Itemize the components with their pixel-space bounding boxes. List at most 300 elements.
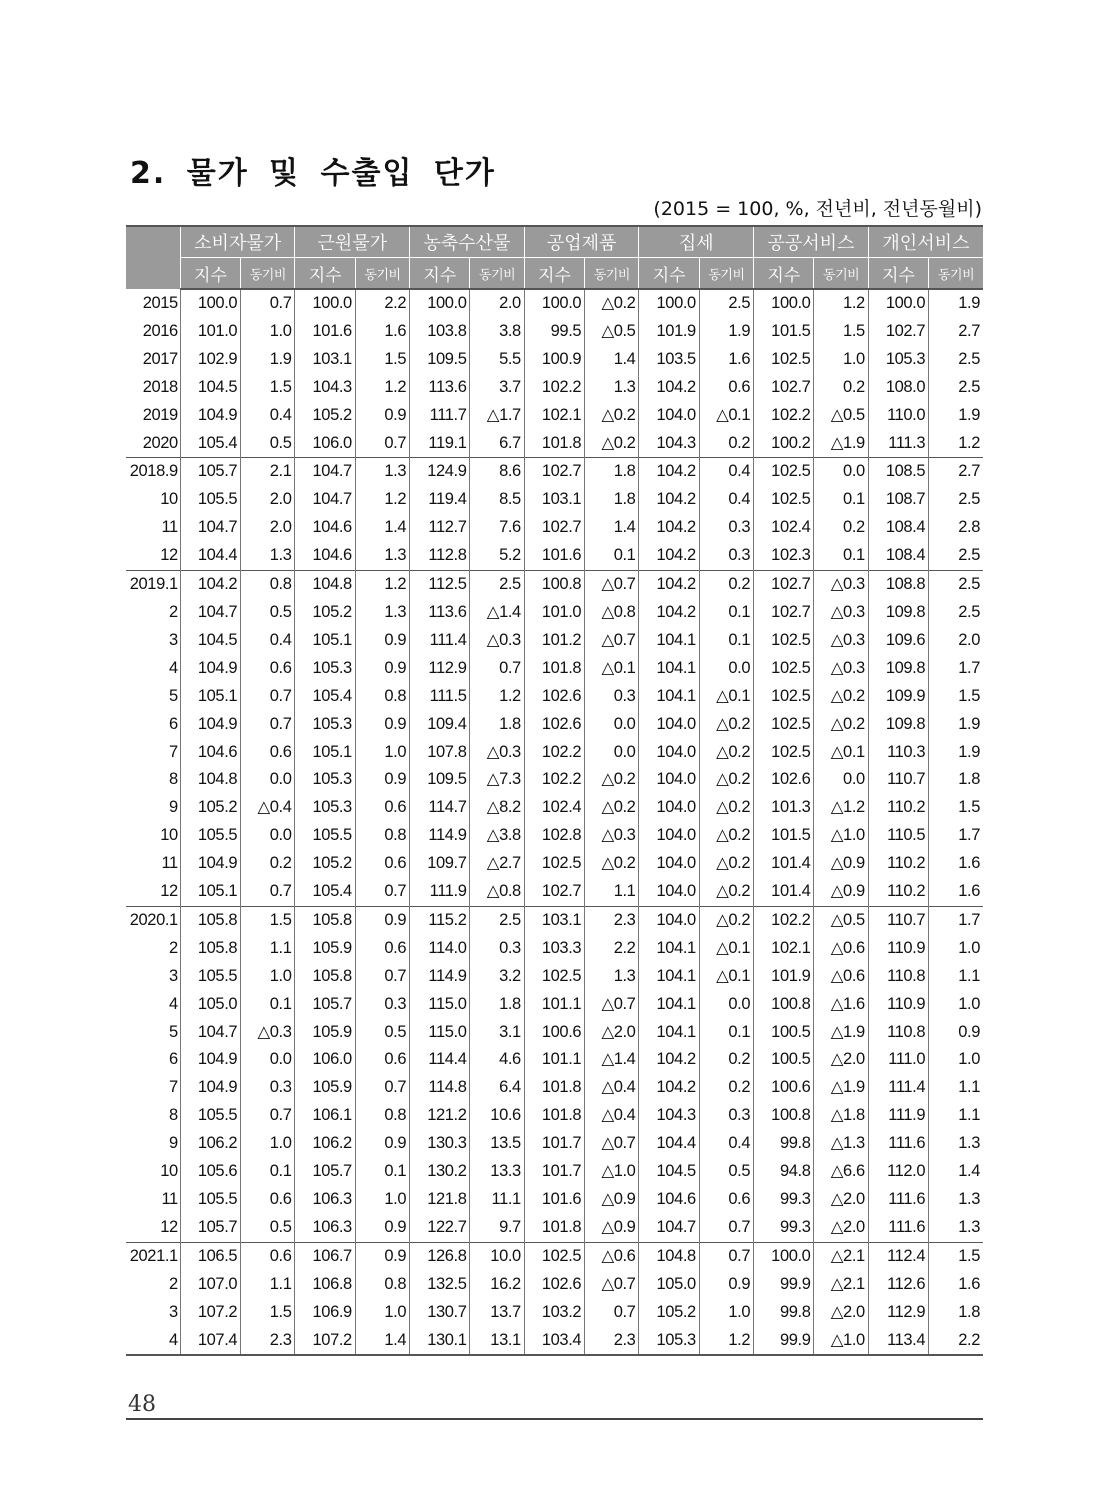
index-cell: 105.2	[180, 794, 240, 822]
yoy-cell: △1.8	[814, 1102, 868, 1130]
yoy-cell: 5.2	[470, 542, 524, 570]
row-date: 3	[169, 1302, 178, 1321]
index-cell: 102.7	[524, 514, 584, 542]
index-cell: 104.5	[180, 374, 240, 402]
index-header: 지수	[754, 258, 814, 290]
index-cell: 104.7	[295, 458, 355, 486]
index-cell: 101.1	[524, 991, 584, 1019]
index-cell: 108.8	[868, 571, 928, 599]
yoy-header: 동기비	[699, 258, 753, 290]
index-cell: 100.0	[868, 289, 928, 318]
yoy-cell: 0.4	[699, 486, 753, 514]
yoy-cell: △0.3	[814, 655, 868, 683]
table-row	[126, 991, 983, 1019]
yoy-cell: 0.0	[241, 1046, 295, 1074]
index-cell: 105.1	[295, 627, 355, 655]
index-cell: 104.9	[180, 1074, 240, 1102]
yoy-cell: △0.5	[585, 318, 639, 346]
index-cell: 105.7	[180, 458, 240, 486]
yoy-cell: 1.8	[929, 1299, 983, 1327]
yoy-cell: 0.9	[355, 906, 409, 934]
yoy-cell: 0.8	[355, 1102, 409, 1130]
index-cell: 104.0	[639, 822, 699, 850]
yoy-cell: △1.9	[814, 1074, 868, 1102]
yoy-cell: △1.9	[814, 1019, 868, 1047]
yoy-cell: △0.3	[470, 739, 524, 767]
yoy-cell: 0.3	[699, 542, 753, 570]
yoy-cell: △1.9	[814, 430, 868, 458]
index-cell: 104.7	[295, 486, 355, 514]
table-row	[126, 1299, 983, 1327]
index-cell: 110.0	[868, 402, 928, 430]
index-cell: 121.8	[410, 1186, 470, 1214]
table-row	[126, 571, 983, 599]
yoy-cell: △0.2	[585, 766, 639, 794]
yoy-cell: 1.3	[929, 1130, 983, 1158]
index-cell: 105.8	[295, 963, 355, 991]
index-cell: 106.9	[295, 1299, 355, 1327]
index-cell: 105.4	[295, 878, 355, 906]
index-cell: 107.8	[410, 739, 470, 767]
yoy-cell: 1.3	[585, 963, 639, 991]
index-cell: 110.8	[868, 1019, 928, 1047]
index-cell: 100.0	[639, 289, 699, 318]
index-cell: 104.1	[639, 991, 699, 1019]
index-cell: 104.6	[295, 542, 355, 570]
yoy-cell: 0.2	[241, 850, 295, 878]
index-cell: 105.4	[180, 430, 240, 458]
yoy-cell: 0.9	[355, 627, 409, 655]
yoy-cell: 0.0	[699, 655, 753, 683]
row-date: 12	[160, 1217, 178, 1236]
index-cell: 101.2	[524, 627, 584, 655]
index-cell: 102.5	[754, 655, 814, 683]
index-cell: 115.2	[410, 906, 470, 934]
index-cell: 101.8	[524, 430, 584, 458]
table-row	[126, 1327, 983, 1356]
yoy-cell: △0.7	[585, 991, 639, 1019]
yoy-cell: 0.7	[241, 878, 295, 906]
yoy-cell: 0.8	[355, 1271, 409, 1299]
index-cell: 100.0	[180, 289, 240, 318]
table-row	[126, 514, 983, 542]
index-cell: 119.1	[410, 430, 470, 458]
index-cell: 109.9	[868, 683, 928, 711]
yoy-cell: △0.3	[814, 599, 868, 627]
yoy-cell: 1.0	[241, 963, 295, 991]
index-cell: 102.8	[524, 822, 584, 850]
group-header: 공공서비스	[754, 226, 869, 258]
index-cell: 122.7	[410, 1214, 470, 1242]
index-cell: 99.9	[754, 1327, 814, 1356]
yoy-cell: 1.5	[241, 906, 295, 934]
yoy-cell: 0.7	[241, 683, 295, 711]
index-cell: 104.4	[639, 1130, 699, 1158]
index-cell: 103.2	[524, 1299, 584, 1327]
yoy-cell: 0.9	[699, 1271, 753, 1299]
page-footer-rule	[126, 1418, 983, 1420]
yoy-cell: 0.7	[699, 1242, 753, 1270]
index-cell: 111.7	[410, 402, 470, 430]
index-cell: 111.9	[410, 878, 470, 906]
yoy-cell: △0.1	[585, 655, 639, 683]
index-cell: 111.4	[868, 1074, 928, 1102]
unit-note: (2015 = 100, %, 전년비, 전년동월비)	[653, 198, 982, 220]
index-cell: 130.3	[410, 1130, 470, 1158]
index-cell: 104.9	[180, 711, 240, 739]
index-cell: 105.7	[180, 1214, 240, 1242]
index-cell: 101.9	[754, 963, 814, 991]
yoy-cell: 0.3	[241, 1074, 295, 1102]
yoy-cell: 2.0	[929, 627, 983, 655]
yoy-cell: △0.3	[241, 1019, 295, 1047]
yoy-cell: 1.9	[929, 739, 983, 767]
index-cell: 100.0	[754, 289, 814, 318]
index-cell: 110.3	[868, 739, 928, 767]
index-cell: 103.1	[524, 486, 584, 514]
index-cell: 114.0	[410, 935, 470, 963]
row-date: 2020	[142, 433, 178, 452]
yoy-cell: 3.8	[470, 318, 524, 346]
index-cell: 113.6	[410, 599, 470, 627]
row-date: 11	[161, 854, 178, 873]
yoy-cell: 0.6	[355, 935, 409, 963]
row-date: 4	[126, 1327, 180, 1356]
index-cell: 112.4	[868, 1242, 928, 1270]
yoy-cell: 7.6	[470, 514, 524, 542]
yoy-cell: 0.1	[814, 542, 868, 570]
row-date: 6	[169, 714, 178, 733]
table-row	[126, 655, 983, 683]
index-cell: 99.9	[754, 1271, 814, 1299]
index-cell: 111.6	[868, 1130, 928, 1158]
yoy-cell: 9.7	[470, 1214, 524, 1242]
yoy-cell: 1.1	[929, 963, 983, 991]
yoy-cell: 1.8	[585, 486, 639, 514]
table-body	[126, 289, 983, 1355]
yoy-cell: 0.2	[699, 1046, 753, 1074]
yoy-cell: 1.6	[355, 318, 409, 346]
table-row	[126, 346, 983, 374]
yoy-cell: 0.1	[241, 1158, 295, 1186]
yoy-cell: 0.2	[699, 571, 753, 599]
index-cell: 111.6	[868, 1214, 928, 1242]
index-cell: 104.3	[639, 430, 699, 458]
yoy-cell: 0.9	[355, 711, 409, 739]
yoy-cell: 0.6	[699, 374, 753, 402]
yoy-cell: 1.3	[355, 542, 409, 570]
index-cell: 105.3	[868, 346, 928, 374]
index-cell: 100.0	[754, 1242, 814, 1270]
row-date: 12	[160, 546, 178, 565]
yoy-cell: △0.3	[585, 822, 639, 850]
yoy-cell: △1.2	[814, 794, 868, 822]
index-cell: 115.0	[410, 991, 470, 1019]
yoy-cell: 1.8	[470, 711, 524, 739]
index-cell: 124.9	[410, 458, 470, 486]
index-cell: 110.9	[868, 991, 928, 1019]
yoy-cell: 0.7	[355, 878, 409, 906]
index-cell: 130.2	[410, 1158, 470, 1186]
yoy-cell: 2.5	[929, 374, 983, 402]
row-date: 2016	[142, 321, 178, 340]
yoy-cell: 2.5	[929, 571, 983, 599]
index-cell: 105.3	[295, 794, 355, 822]
index-cell: 100.0	[295, 289, 355, 318]
row-date: 3	[169, 966, 178, 985]
index-cell: 102.7	[524, 458, 584, 486]
index-cell: 113.4	[868, 1327, 928, 1356]
table-row	[126, 542, 983, 570]
index-cell: 102.5	[524, 963, 584, 991]
index-cell: 110.2	[868, 850, 928, 878]
yoy-cell: 0.0	[699, 991, 753, 1019]
index-cell: 104.2	[639, 1046, 699, 1074]
yoy-cell: 1.0	[929, 991, 983, 1019]
table-row	[126, 1271, 983, 1299]
index-cell: 104.9	[180, 850, 240, 878]
table-row	[126, 1130, 983, 1158]
index-cell: 100.0	[410, 289, 470, 318]
yoy-cell: △0.6	[814, 935, 868, 963]
yoy-cell: 0.1	[699, 599, 753, 627]
index-cell: 102.4	[754, 514, 814, 542]
row-date: 12	[160, 882, 178, 901]
yoy-cell: 1.1	[929, 1074, 983, 1102]
index-cell: 108.4	[868, 542, 928, 570]
yoy-cell: 6.7	[470, 430, 524, 458]
index-cell: 105.8	[295, 906, 355, 934]
index-cell: 103.1	[524, 906, 584, 934]
page-title: 2. 물가 및 수출입 단가	[130, 156, 496, 191]
index-cell: 104.0	[639, 402, 699, 430]
table-row	[126, 1214, 983, 1242]
index-cell: 102.1	[524, 402, 584, 430]
yoy-cell: △0.8	[585, 599, 639, 627]
table-row	[126, 486, 983, 514]
yoy-cell: △2.1	[814, 1242, 868, 1270]
index-cell: 109.5	[410, 766, 470, 794]
index-cell: 102.2	[524, 374, 584, 402]
index-cell: 104.0	[639, 739, 699, 767]
row-date: 9	[169, 798, 178, 817]
yoy-cell: 6.4	[470, 1074, 524, 1102]
row-date: 5	[169, 686, 178, 705]
yoy-cell: 0.6	[699, 1186, 753, 1214]
index-cell: 109.6	[868, 627, 928, 655]
group-header: 개인서비스	[868, 226, 983, 258]
index-cell: 100.5	[754, 1046, 814, 1074]
yoy-cell: △0.4	[241, 794, 295, 822]
index-cell: 102.5	[754, 627, 814, 655]
index-cell: 106.0	[295, 430, 355, 458]
index-cell: 104.8	[639, 1242, 699, 1270]
index-cell: 108.7	[868, 486, 928, 514]
index-cell: 105.5	[180, 1102, 240, 1130]
index-cell: 100.8	[754, 991, 814, 1019]
index-cell: 104.9	[180, 1046, 240, 1074]
yoy-cell: 0.8	[241, 571, 295, 599]
yoy-cell: △0.7	[585, 1271, 639, 1299]
index-cell: 104.7	[639, 1214, 699, 1242]
row-date: 7	[169, 742, 178, 761]
row-date: 10	[160, 490, 178, 509]
yoy-cell: 1.9	[929, 289, 983, 318]
index-cell: 99.3	[754, 1186, 814, 1214]
yoy-cell: △0.2	[814, 711, 868, 739]
yoy-cell: 1.7	[929, 822, 983, 850]
table-row	[126, 1019, 983, 1047]
yoy-cell: △0.9	[814, 878, 868, 906]
index-cell: 105.9	[295, 1019, 355, 1047]
index-cell: 112.9	[410, 655, 470, 683]
row-date: 10	[160, 1162, 178, 1181]
index-cell: 102.2	[524, 766, 584, 794]
yoy-cell: △0.9	[585, 1186, 639, 1214]
yoy-cell: 0.0	[585, 739, 639, 767]
yoy-cell: △2.7	[470, 850, 524, 878]
index-cell: 101.7	[524, 1130, 584, 1158]
index-cell: 108.4	[868, 514, 928, 542]
yoy-cell: 0.4	[241, 627, 295, 655]
index-cell: 109.5	[410, 346, 470, 374]
yoy-cell: △0.2	[699, 878, 753, 906]
yoy-cell: 0.2	[814, 514, 868, 542]
index-cell: 100.9	[524, 346, 584, 374]
index-cell: 103.8	[410, 318, 470, 346]
yoy-cell: 13.1	[470, 1327, 524, 1356]
table-row	[126, 1158, 983, 1186]
yoy-cell: 2.1	[241, 458, 295, 486]
table-row	[126, 599, 983, 627]
index-cell: 104.3	[639, 1102, 699, 1130]
index-cell: 109.8	[868, 711, 928, 739]
row-date: 2	[169, 938, 178, 957]
page-number: 48	[128, 1392, 156, 1417]
index-cell: 101.1	[524, 1046, 584, 1074]
yoy-cell: △1.0	[814, 1327, 868, 1356]
yoy-cell: △0.5	[814, 906, 868, 934]
price-index-table	[126, 225, 983, 1356]
index-header: 지수	[295, 258, 355, 290]
index-cell: 108.0	[868, 374, 928, 402]
index-cell: 101.9	[639, 318, 699, 346]
index-cell: 101.6	[524, 1186, 584, 1214]
index-cell: 101.5	[754, 822, 814, 850]
index-cell: 105.6	[180, 1158, 240, 1186]
yoy-cell: △2.0	[814, 1046, 868, 1074]
yoy-cell: 1.6	[929, 1271, 983, 1299]
index-cell: 106.2	[180, 1130, 240, 1158]
index-cell: 104.9	[180, 402, 240, 430]
yoy-cell: 1.0	[241, 318, 295, 346]
index-cell: 102.2	[524, 739, 584, 767]
index-cell: 105.7	[295, 1158, 355, 1186]
yoy-cell: 1.7	[929, 655, 983, 683]
yoy-cell: △0.2	[699, 906, 753, 934]
yoy-cell: 2.5	[699, 289, 753, 318]
yoy-cell: 2.7	[929, 318, 983, 346]
yoy-cell: △0.4	[585, 1102, 639, 1130]
index-cell: 104.2	[639, 571, 699, 599]
index-cell: 102.6	[524, 711, 584, 739]
yoy-cell: 1.5	[929, 1242, 983, 1270]
yoy-cell: 0.4	[241, 402, 295, 430]
index-cell: 100.5	[754, 1019, 814, 1047]
yoy-cell: 11.1	[470, 1186, 524, 1214]
yoy-cell: 0.1	[585, 542, 639, 570]
table-row	[126, 1102, 983, 1130]
index-cell: 110.5	[868, 822, 928, 850]
yoy-cell: △6.6	[814, 1158, 868, 1186]
index-cell: 104.6	[180, 739, 240, 767]
index-cell: 111.3	[868, 430, 928, 458]
index-cell: 102.5	[754, 683, 814, 711]
index-cell: 102.7	[754, 374, 814, 402]
index-cell: 104.1	[639, 683, 699, 711]
yoy-cell: 1.1	[929, 1102, 983, 1130]
index-cell: 107.2	[295, 1327, 355, 1356]
row-date: 2	[169, 1274, 178, 1293]
index-cell: 101.8	[524, 1074, 584, 1102]
yoy-cell: 2.7	[929, 458, 983, 486]
index-cell: 103.3	[524, 935, 584, 963]
yoy-cell: 1.2	[814, 289, 868, 318]
yoy-cell: 0.9	[355, 402, 409, 430]
index-cell: 111.0	[868, 1046, 928, 1074]
yoy-cell: △0.2	[699, 794, 753, 822]
yoy-cell: 0.7	[241, 289, 295, 318]
group-header: 농축수산물	[410, 226, 525, 258]
index-cell: 107.4	[180, 1327, 240, 1356]
yoy-cell: △1.0	[814, 822, 868, 850]
yoy-cell: △0.1	[699, 402, 753, 430]
index-cell: 104.2	[639, 514, 699, 542]
index-cell: 104.7	[180, 599, 240, 627]
index-cell: 103.1	[295, 346, 355, 374]
row-date: 2	[169, 602, 178, 621]
index-cell: 111.4	[410, 627, 470, 655]
yoy-cell: 4.6	[470, 1046, 524, 1074]
index-cell: 107.2	[180, 1299, 240, 1327]
yoy-cell: 1.6	[699, 346, 753, 374]
index-cell: 101.0	[180, 318, 240, 346]
table-row	[126, 906, 983, 934]
index-cell: 104.5	[180, 627, 240, 655]
yoy-cell: 2.3	[585, 1327, 639, 1356]
yoy-cell: 0.7	[241, 1102, 295, 1130]
index-cell: 102.5	[754, 711, 814, 739]
index-cell: 104.0	[639, 878, 699, 906]
yoy-cell: 1.0	[929, 1046, 983, 1074]
yoy-cell: 1.4	[585, 514, 639, 542]
index-cell: 105.7	[295, 991, 355, 1019]
index-cell: 110.2	[868, 794, 928, 822]
index-cell: 104.1	[639, 935, 699, 963]
yoy-cell: 1.5	[355, 346, 409, 374]
index-cell: 104.4	[180, 542, 240, 570]
index-cell: 114.9	[410, 963, 470, 991]
yoy-cell: △0.2	[699, 822, 753, 850]
yoy-cell: 1.9	[929, 402, 983, 430]
yoy-cell: 1.5	[929, 794, 983, 822]
index-cell: 101.6	[524, 542, 584, 570]
yoy-cell: 1.3	[929, 1214, 983, 1242]
index-cell: 100.0	[524, 289, 584, 318]
index-cell: 104.1	[639, 963, 699, 991]
index-cell: 105.0	[180, 991, 240, 1019]
yoy-cell: 3.1	[470, 1019, 524, 1047]
